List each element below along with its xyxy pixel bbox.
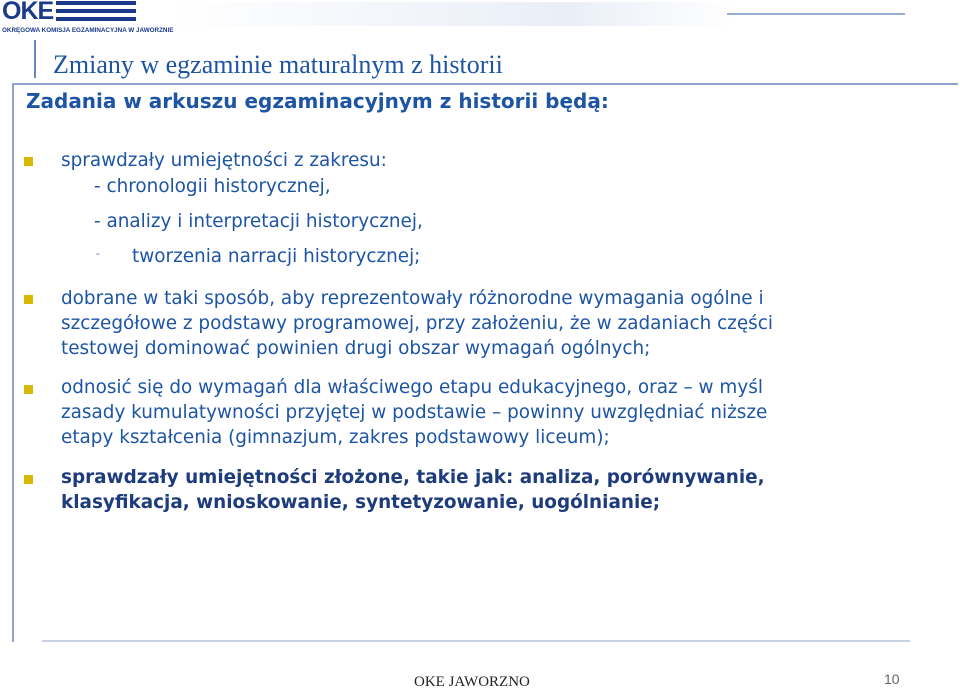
- logo-stripes: [56, 1, 136, 21]
- footer-label: OKE JAWORZNO: [414, 674, 530, 690]
- bullet-4-line-2: klasyfikacja, wnioskowanie, syntetyzowanie, uogólnianie;: [61, 492, 661, 513]
- bullet-1-subitem-1: - chronologii historycznej,: [94, 176, 331, 197]
- bullet-square-icon: [24, 385, 33, 394]
- oke-logo: [2, 0, 174, 40]
- logo-subtitle: OKRĘGOWA KOMISJA EGZAMINACYJNA W JAWORZNIE: [2, 27, 174, 34]
- bullet-1-subitem-2: - analizy i interpretacji historycznej,: [94, 211, 423, 232]
- bullet-3-line-2: zasady kumulatywności przyjętej w podstawie – powinny uwzględniać niższe: [61, 402, 768, 423]
- slide-title: Zmiany w egzaminie maturalnym z historii: [53, 50, 503, 79]
- bullet-1-subitem-3-dash: -: [96, 249, 100, 260]
- bullet-1-line-1: sprawdzały umiejętności z zakresu:: [61, 150, 387, 171]
- bullet-2-line-2: szczegółowe z podstawy programowej, przy założeniu, że w zadaniach części: [61, 313, 773, 334]
- bullet-3-line-3: etapy kształcenia (gimnazjum, zakres podstawowy liceum);: [61, 427, 610, 448]
- bullet-square-icon: [24, 157, 33, 166]
- top-divider: [727, 13, 905, 15]
- bullet-square-icon: [24, 475, 33, 484]
- content-bottom-line: [42, 640, 910, 642]
- page-number: 10: [884, 671, 900, 687]
- title-accent-line: [34, 40, 36, 78]
- logo-mark: [2, 0, 160, 25]
- bullet-square-icon: [24, 295, 33, 304]
- logo-letters: OKE: [2, 0, 54, 25]
- bullet-1-subitem-3: tworzenia narracji historycznej;: [132, 246, 421, 267]
- bullet-3-line-1: odnosić się do wymagań dla właściwego etapu edukacyjnego, oraz – w myśl: [61, 377, 763, 398]
- bullet-4-line-1: sprawdzały umiejętności złożone, takie jak: analiza, porównywanie,: [61, 467, 765, 488]
- bullet-2-line-1: dobrane w taki sposób, aby reprezentowały różnorodne wymagania ogólne i: [61, 288, 764, 309]
- bullet-2-line-3: testowej dominować powinien drugi obszar wymagań ogólnych;: [61, 338, 651, 359]
- header-band: [170, 2, 735, 26]
- slide-subtitle: Zadania w arkuszu egzaminacyjnym z historii będą:: [26, 89, 609, 113]
